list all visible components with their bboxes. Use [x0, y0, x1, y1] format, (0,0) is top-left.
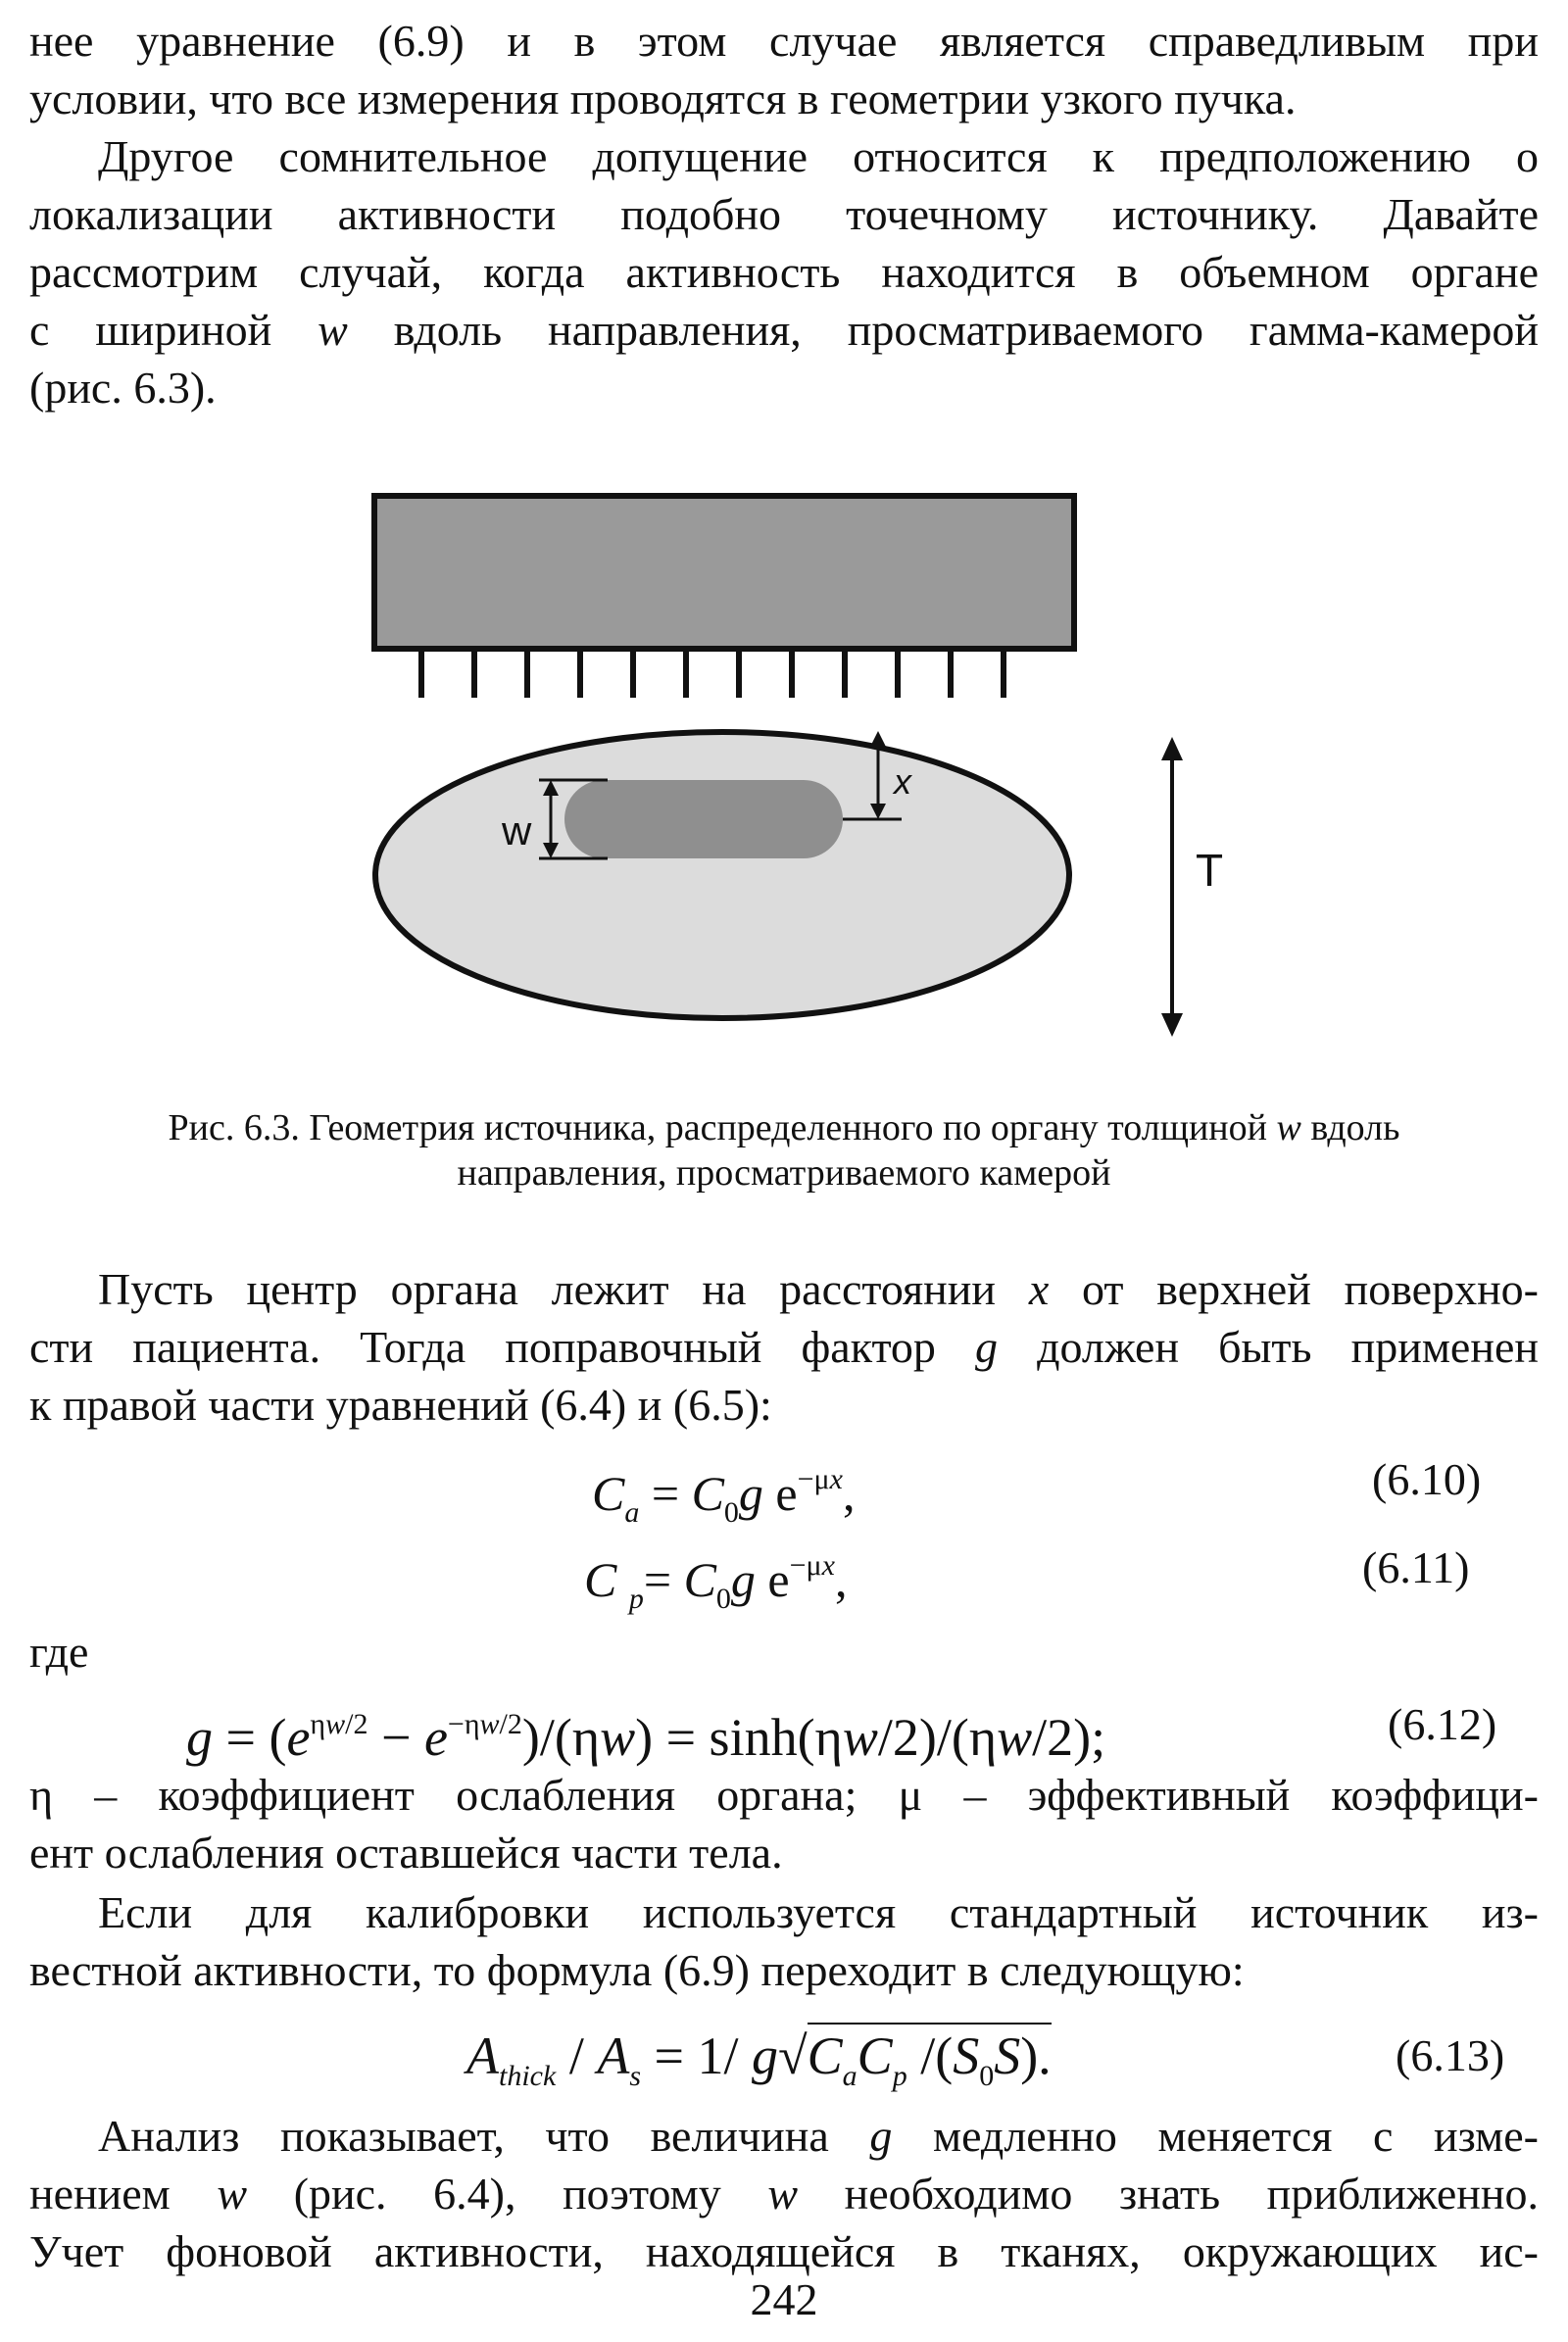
label-x: x: [894, 761, 911, 802]
p4-line1: η – коэффициент ослабления органа; μ – эффективный коэффици-: [29, 1770, 1539, 1820]
equation-6-11: C $_p= C_0g$ $e^{-\mu x}$,: [584, 1549, 848, 1615]
p2-line4: с шириной w вдоль направления, просматриваемого гамма-камерой: [29, 305, 1540, 355]
figure-caption-line1: Рис. 6.3. Геометрия источника, распределенного по органу толщиной w вдоль: [168, 1107, 1400, 1148]
equation-number-6-12: (6.12): [1388, 1699, 1497, 1749]
where-label: где: [29, 1627, 89, 1677]
p2-line3: рассмотрим случай, когда активность находится в объемном органе: [29, 247, 1539, 297]
page-number: 242: [750, 2274, 818, 2324]
equation-number-6-11: (6.11): [1362, 1542, 1470, 1592]
equation-6-10: $C_a = C_0g$ $e^{-\mu x}$,: [592, 1463, 856, 1529]
equation-number-6-13: (6.13): [1396, 2030, 1505, 2080]
collimator-teeth: [421, 649, 1004, 698]
figure-6-3: [0, 0, 1568, 1078]
p6-line1: Анализ показывает, что величина g медленно меняется с изме-: [98, 2111, 1540, 2161]
figure-caption-line2: направления, просматриваемого камерой: [457, 1152, 1111, 1194]
equation-number-6-10: (6.10): [1372, 1454, 1482, 1504]
p1-line1: нее уравнение (6.9) и в этом случае является справедливым при: [29, 16, 1539, 66]
organ-source: [564, 780, 843, 858]
p6-line3: Учет фоновой активности, находящейся в тканях, окружающих ис-: [29, 2226, 1539, 2276]
p3-line2: сти пациента. Тогда поправочный фактор g должен быть применен: [29, 1322, 1539, 1372]
t-dimension-arrow: [1161, 737, 1183, 1037]
label-w: w: [502, 807, 532, 854]
p2-line5: (рис. 6.3).: [29, 363, 217, 413]
patient-body-ellipse: [375, 732, 1069, 1018]
p2-line1: Другое сомнительное допущение относится к предположению о: [98, 131, 1539, 181]
p2-line2: локализации активности подобно точечному источнику. Давайте: [29, 189, 1539, 239]
label-T: T: [1196, 845, 1224, 896]
p6-line2: нением w (рис. 6.4), поэтому w необходимо знать приближенно.: [29, 2169, 1540, 2219]
equation-6-12: $g = (e^{\eta w/2} - e^{-\eta w/2})/(\eta w) = \sinh(\eta w/2)/(\eta w/2)$;: [186, 1708, 1106, 1767]
p5-line1: Если для калибровки используется стандартный источник из-: [98, 1887, 1539, 1937]
gamma-camera-detector: [374, 496, 1074, 649]
p1-line2: условии, что все измерения проводятся в геометрии узкого пучка.: [29, 73, 1297, 123]
p3-line1: Пусть центр органа лежит на расстоянии x от верхней поверхно-: [98, 1264, 1540, 1314]
p4-line2: ент ослабления оставшейся части тела.: [29, 1828, 783, 1878]
p3-line3: к правой части уравнений (6.4) и (6.5):: [29, 1380, 772, 1430]
p5-line2: вестной активности, то формула (6.9) переходит в следующую:: [29, 1945, 1245, 1995]
equation-6-13: $A_{thick} / A_s = 1/$ $g√C_aC_p$ $/(S_0S)$.: [466, 2023, 1052, 2106]
